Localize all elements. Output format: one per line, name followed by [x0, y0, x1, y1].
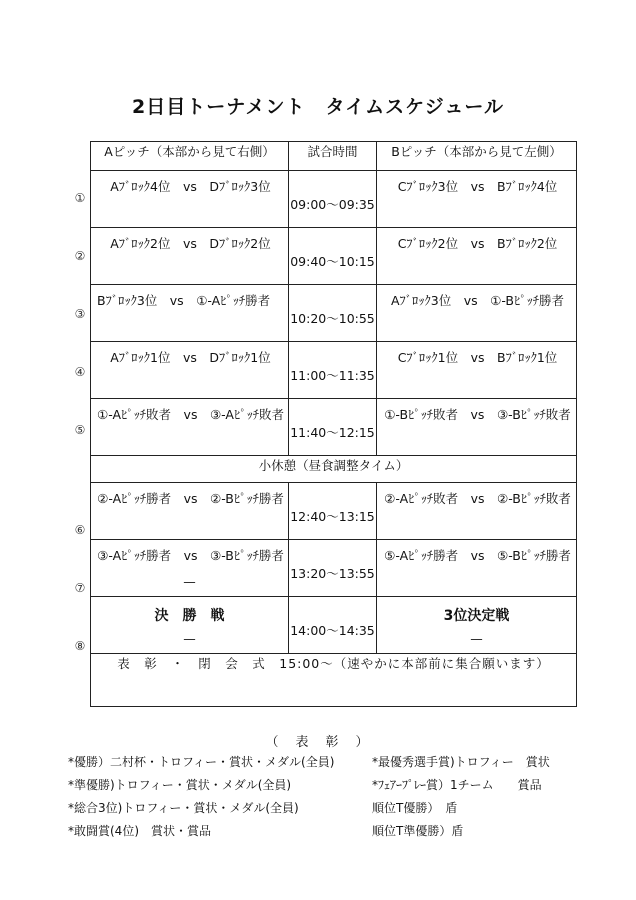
match-time: [289, 540, 377, 597]
row-number: ①: [74, 191, 86, 205]
time-text: 10:20～10:55: [290, 311, 375, 326]
table-row: [91, 285, 577, 342]
break-label: 小休憩（昼食調整タイム）: [91, 456, 577, 483]
table-row: [91, 483, 577, 540]
b-pitch-match: [377, 228, 577, 285]
row-number: ③: [74, 307, 86, 321]
award-item: *準優勝)トロフィー・賞状・メダル(全員): [68, 778, 292, 792]
b-match-text: Cﾌﾞﾛｯｸ1位 vs Bﾌﾞﾛｯｸ1位: [397, 350, 558, 365]
ceremony-text: 表 彰 ・ 閉 会 式 15:00～（速やかに本部前に集合願います）: [91, 654, 577, 707]
awards-title: （ 表 彰 ）: [265, 735, 371, 750]
b-pitch-match: [377, 399, 577, 456]
time-text: 11:40～12:15: [290, 425, 375, 440]
award-item: *ﾌｪｱｰﾌﾟﾚｰ賞）1チーム 賞品: [372, 778, 542, 792]
a-placeholder-dash: —: [183, 631, 196, 646]
row-number: ⑥: [74, 523, 86, 537]
table-row: [91, 597, 577, 654]
b-match-text: Cﾌﾞﾛｯｸ2位 vs Bﾌﾞﾛｯｸ2位: [397, 236, 558, 251]
row-number: ④: [74, 365, 86, 379]
b-match-text: Cﾌﾞﾛｯｸ3位 vs Bﾌﾞﾛｯｸ4位: [397, 179, 558, 194]
time-text: 09:40～10:15: [290, 254, 375, 269]
table-row: [91, 228, 577, 285]
a-pitch-match: [91, 399, 289, 456]
match-time: [289, 597, 377, 654]
header-time: 試合時間: [289, 142, 377, 171]
match-time: [289, 228, 377, 285]
award-item: 順位T準優勝）盾: [372, 824, 464, 838]
a-pitch-match: [91, 342, 289, 399]
b-match-text: ②-Aﾋﾟｯﾁ敗者 vs ②-Bﾋﾟｯﾁ敗者: [384, 491, 571, 506]
row-number: ⑦: [74, 581, 86, 595]
a-pitch-match: [91, 285, 289, 342]
b-pitch-match: [377, 483, 577, 540]
schedule-table: [90, 141, 577, 707]
b-match-text: Aﾌﾞﾛｯｸ3位 vs ①-Bﾋﾟｯﾁ勝者: [390, 293, 564, 308]
a-pitch-match: [91, 597, 289, 654]
time-text: 12:40～13:15: [290, 509, 375, 524]
row-number: ⑤: [74, 423, 86, 437]
a-match-text: Aﾌﾞﾛｯｸ4位 vs Dﾌﾞﾛｯｸ3位: [110, 179, 271, 194]
b-pitch-match: [377, 171, 577, 228]
a-match-text: ②-Aﾋﾟｯﾁ勝者 vs ②-Bﾋﾟｯﾁ勝者: [97, 491, 284, 506]
page-title: 2日目トーナメント タイムスケジュール: [132, 96, 504, 118]
time-text: 11:00～11:35: [290, 368, 375, 383]
award-item: *優勝）二村杯・トロフィー・賞状・メダル(全員): [68, 755, 335, 769]
a-pitch-match: [91, 171, 289, 228]
row-number: ②: [74, 249, 86, 263]
match-time: [289, 342, 377, 399]
time-text: 14:00～14:35: [290, 623, 375, 638]
final-match-label: 決 勝 戦: [154, 608, 225, 624]
table-row: [91, 171, 577, 228]
a-pitch-match: [91, 483, 289, 540]
a-placeholder-dash: —: [183, 574, 196, 589]
table-row: [91, 342, 577, 399]
row-number: ⑧: [74, 639, 86, 653]
a-match-text: ①-Aﾋﾟｯﾁ敗者 vs ③-Aﾋﾟｯﾁ敗者: [97, 407, 284, 422]
b-placeholder-dash: —: [470, 631, 483, 646]
match-time: [289, 171, 377, 228]
a-match-text: Aﾌﾞﾛｯｸ2位 vs Dﾌﾞﾛｯｸ2位: [110, 236, 271, 251]
b-match-text: ⑤-Aﾋﾟｯﾁ勝者 vs ⑤-Bﾋﾟｯﾁ勝者: [384, 548, 571, 563]
table-row: [91, 399, 577, 456]
break-row: [91, 456, 577, 483]
award-item: *敢闘賞(4位) 賞状・賞品: [68, 824, 211, 838]
a-pitch-match: [91, 228, 289, 285]
third-place-match-label: 3位決定戦: [443, 608, 510, 624]
a-match-text: Aﾌﾞﾛｯｸ1位 vs Dﾌﾞﾛｯｸ1位: [110, 350, 271, 365]
b-pitch-match: [377, 285, 577, 342]
table-row: [91, 540, 577, 597]
b-pitch-match: [377, 540, 577, 597]
a-match-text: ③-Aﾋﾟｯﾁ勝者 vs ③-Bﾋﾟｯﾁ勝者: [97, 548, 284, 563]
time-text: 13:20～13:55: [290, 566, 375, 581]
award-item: *総合3位)トロフィー・賞状・メダル(全員): [68, 801, 299, 815]
a-match-text: Bﾌﾞﾛｯｸ3位 vs ①-Aﾋﾟｯﾁ勝者: [97, 293, 271, 308]
b-pitch-match: [377, 597, 577, 654]
match-time: [289, 483, 377, 540]
award-item: *最優秀選手賞)トロフィー 賞状: [372, 755, 550, 769]
b-match-text: ①-Bﾋﾟｯﾁ敗者 vs ③-Bﾋﾟｯﾁ敗者: [384, 407, 571, 422]
b-pitch-match: [377, 342, 577, 399]
ceremony-row: [91, 654, 577, 707]
table-header: [91, 142, 577, 171]
match-time: [289, 399, 377, 456]
award-item: 順位T優勝） 盾: [372, 801, 458, 815]
time-text: 09:00～09:35: [290, 197, 375, 212]
header-a-pitch: Aピッチ（本部から見て右側）: [91, 142, 289, 171]
header-b-pitch: Bピッチ（本部から見て左側）: [377, 142, 577, 171]
match-time: [289, 285, 377, 342]
a-pitch-match: [91, 540, 289, 597]
